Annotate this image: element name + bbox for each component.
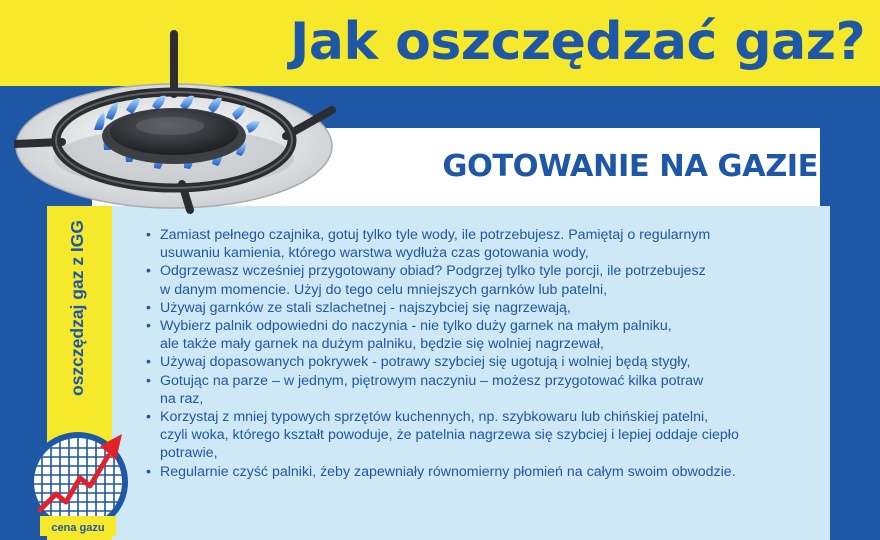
tip-line: • Regularnie czyść palniki, żeby zapewniały równomierny płomień na całym swoim obwodzie.: [146, 463, 826, 481]
tip-line: czyli woka, którego kształt powoduje, że patelnia nagrzewa się szybciej i lepiej oddaje ciepło: [160, 427, 739, 444]
side-label: oszczędzaj gaz z IGG: [67, 219, 87, 397]
gas-burner-icon: [14, 26, 374, 216]
tip-line: • Odgrzewasz wcześniej przygotowany obiad? Podgrzej tylko tyle porcji, ile potrzebujesz: [146, 262, 826, 280]
tip-line: usuwaniu kamienia, którego warstwa wydłuża czas gotowania wody,: [160, 245, 589, 262]
tips-list: [146, 226, 826, 481]
tip-line: na raz,: [160, 390, 204, 407]
tip-line: • Gotując na parze – w jednym, piętrowym naczyniu – możesz przygotować kilka potraw: [146, 372, 826, 390]
main-title: Jak oszczędzać gaz?: [290, 12, 866, 72]
tip-line: • Używaj dopasowanych pokrywek - potrawy szybciej się ugotują i wolniej będą stygły,: [146, 353, 826, 371]
tip-line: potrawie,: [160, 445, 218, 462]
tip-line: • Korzystaj z mniej typowych sprzętów kuchennych, np. szybkowaru lub chińskiej patelni,: [146, 408, 826, 426]
tip-line: • Wybierz palnik odpowiedni do naczynia - nie tylko duży garnek na małym palniku,: [146, 317, 826, 335]
tip-line: w danym momencie. Użyj do tego celu mniejszych garnków lub patelni,: [160, 281, 608, 298]
price-label: cena gazu: [51, 522, 105, 534]
section-subtitle: GOTOWANIE NA GAZIE: [442, 149, 818, 184]
tip-line: • Zamiast pełnego czajnika, gotuj tylko tyle wody, ile potrzebujesz. Pamiętaj o regularnym: [146, 226, 826, 244]
tip-line: ale także mały garnek na dużym palniku, będzie się wolniej nagrzewał,: [160, 336, 604, 353]
tip-line: • Używaj garnków ze stali szlachetnej - najszybciej się nagrzewają,: [146, 299, 826, 317]
